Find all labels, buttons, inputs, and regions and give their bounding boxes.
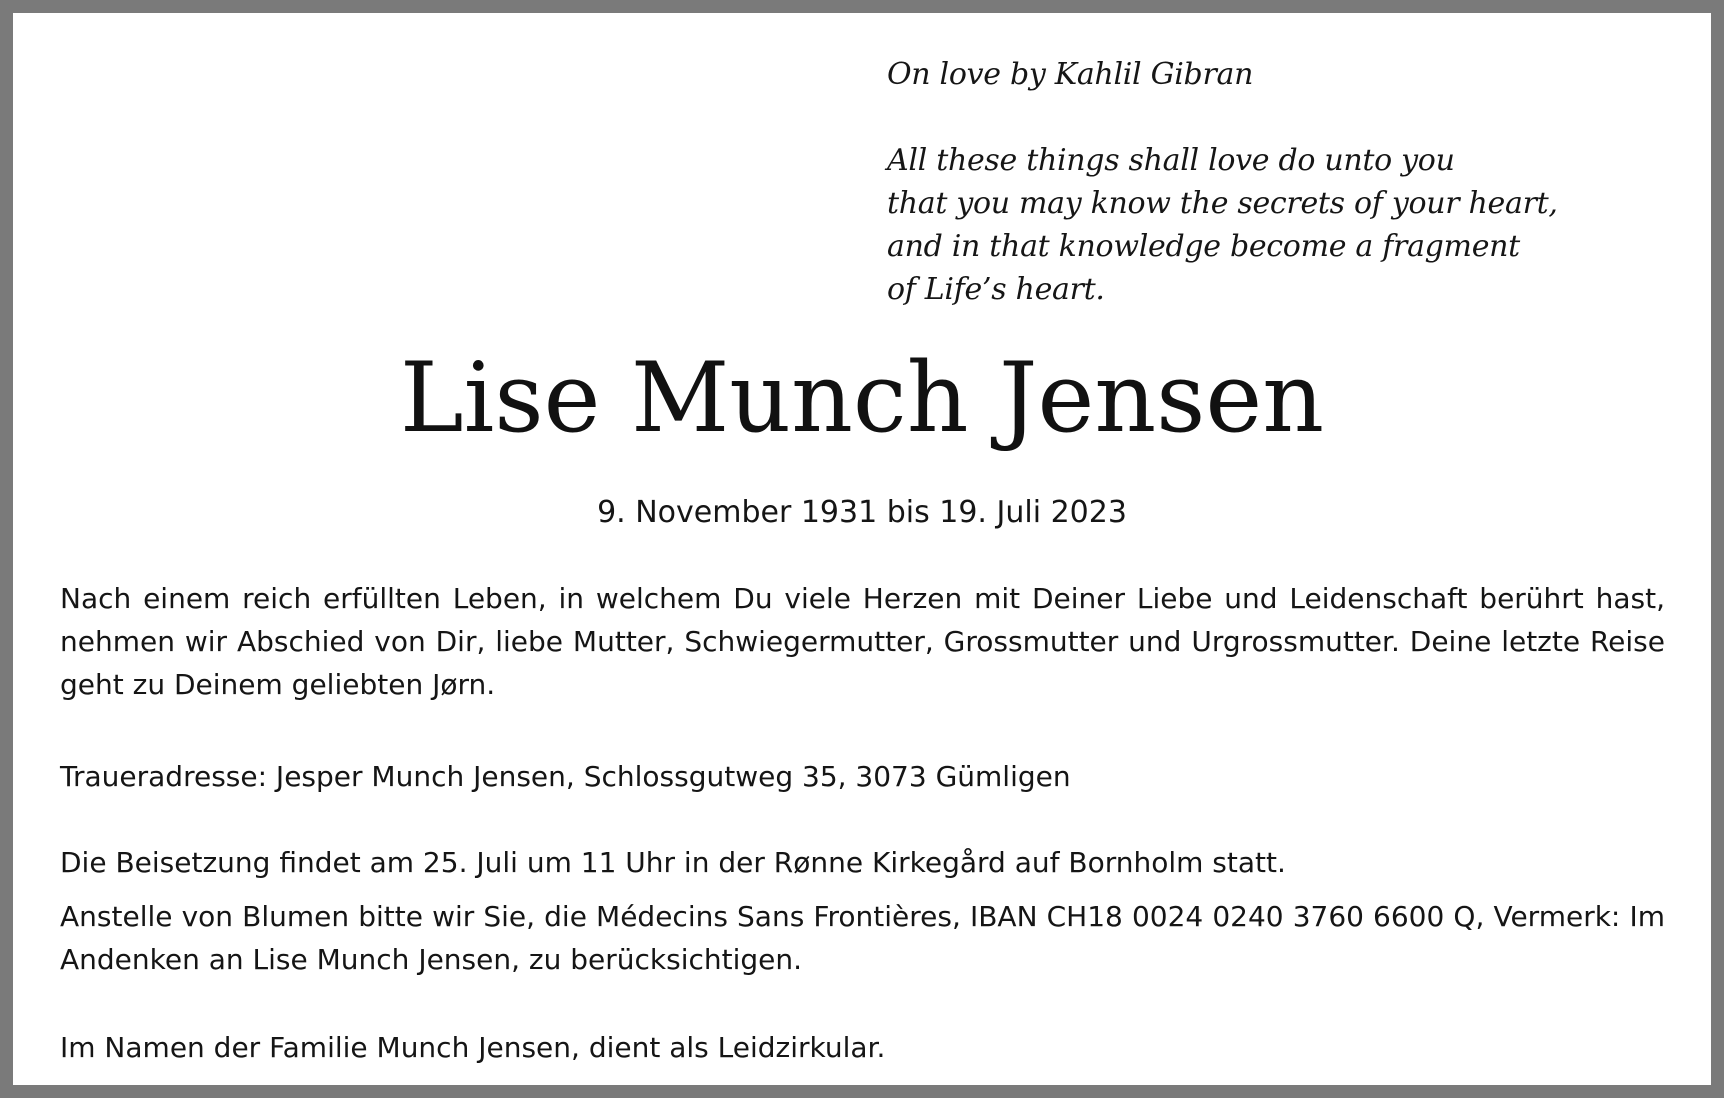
- quote-line: that you may know the secrets of your heart,: [887, 186, 1558, 221]
- deceased-name: Lise Munch Jensen: [399, 342, 1325, 454]
- burial-info: Die Beisetzung findet am 25. Juli um 11 Uhr in der Rønne Kirkegård auf Bornholm statt.: [60, 846, 1286, 879]
- family-signature: Im Namen der Familie Munch Jensen, dient als Leidzirkular.: [60, 1031, 886, 1064]
- quote-attribution: On love by Kahlil Gibran: [887, 57, 1254, 92]
- farewell-paragraph: Nach einem reich erfüllten Leben, in welchem Du viele Herzen mit Deiner Liebe und Leidenschaft berührt hast, nehmen wir Abschied von Dir, liebe Mutter, Schwiegermutter, Grossmutter und Urgrossmutter. Deine letzte Reise geht zu Deinem geliebten Jørn.: [60, 582, 1665, 701]
- mourning-address: Traueradresse: Jesper Munch Jensen, Schlossgutweg 35, 3073 Gümligen: [60, 760, 1071, 793]
- life-dates: 9. November 1931 bis 19. Juli 2023: [597, 495, 1127, 530]
- poem-quote: [887, 53, 1558, 311]
- quote-line: All these things shall love do unto you: [887, 143, 1455, 178]
- donation-info: Anstelle von Blumen bitte wir Sie, die Médecins Sans Frontières, IBAN CH18 0024 0240 3760 6600 Q, Vermerk: Im Andenken an Lise Munch Jensen, zu berücksichtigen.: [60, 900, 1665, 976]
- quote-line: of Life’s heart.: [887, 272, 1105, 307]
- obituary-notice: [13, 13, 1711, 1085]
- quote-spacer: [887, 96, 1558, 139]
- quote-line: and in that knowledge become a fragment: [887, 229, 1520, 264]
